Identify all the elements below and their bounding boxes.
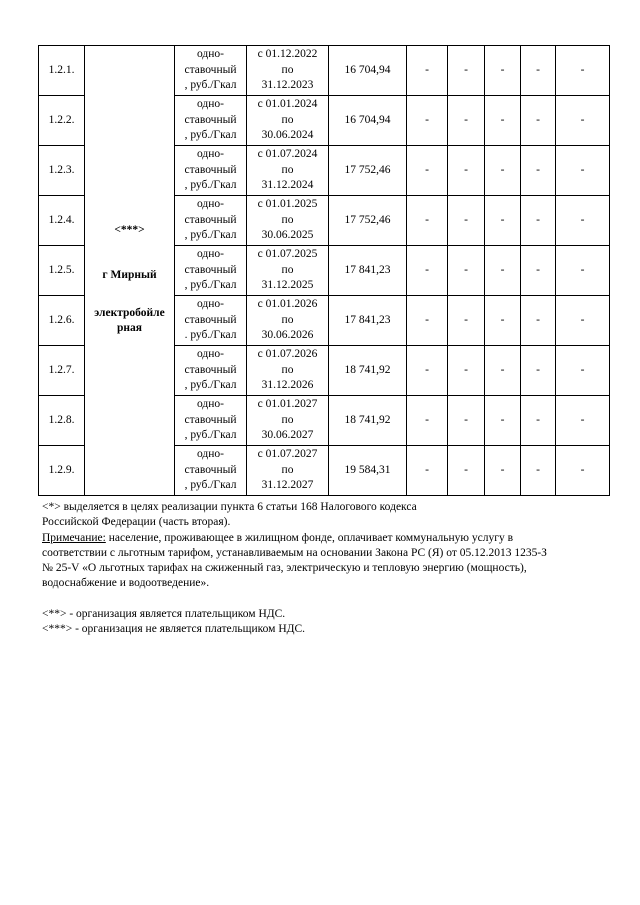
- period-line: по: [281, 363, 294, 376]
- vat-nonpayer-note: <***> - организация не является плательщиком НДС.: [42, 623, 306, 636]
- tariff-table-body: [39, 46, 610, 496]
- tariff-type-cell: [175, 46, 247, 96]
- tariff-type-cell: [175, 446, 247, 496]
- period-line: 31.12.2023: [261, 79, 314, 92]
- dash-cell: -: [521, 446, 556, 496]
- row-number: 1.2.1.: [39, 46, 85, 96]
- dash-cell: -: [407, 346, 448, 396]
- period-line: с 01.01.2024: [257, 98, 318, 111]
- dash-cell: -: [556, 396, 610, 446]
- dash-cell: -: [521, 46, 556, 96]
- dash-cell: -: [521, 396, 556, 446]
- tariff-type-line: одно-: [196, 298, 224, 311]
- dash-cell: -: [407, 446, 448, 496]
- period-line: 30.06.2027: [261, 429, 314, 442]
- period-line: с 01.01.2025: [257, 198, 318, 211]
- tariff-type-line: , руб./Гкал: [184, 79, 237, 92]
- tariff-type-cell: [175, 246, 247, 296]
- organization-cell: [85, 46, 175, 496]
- dash-cell: -: [556, 346, 610, 396]
- tariff-type-line: одно-: [196, 148, 224, 161]
- tariff-type-line: ставочный: [184, 213, 237, 226]
- tariff-type-line: , руб./Гкал: [184, 179, 237, 192]
- price-cell: 16 704,94: [329, 96, 407, 146]
- dash-cell: -: [485, 196, 521, 246]
- row-number: 1.2.8.: [39, 396, 85, 446]
- dash-cell: -: [556, 246, 610, 296]
- dash-cell: -: [521, 296, 556, 346]
- dash-cell: -: [448, 196, 485, 246]
- period-line: по: [281, 413, 294, 426]
- dash-cell: -: [556, 96, 610, 146]
- remark: [42, 531, 612, 546]
- dash-cell: -: [407, 96, 448, 146]
- table-row: [39, 46, 610, 96]
- tariff-type-line: ставочный: [184, 363, 237, 376]
- period-cell: [247, 246, 329, 296]
- dash-cell: -: [485, 396, 521, 446]
- period-line: по: [281, 213, 294, 226]
- period-line: с 01.12.2022: [257, 48, 318, 61]
- footnote-line: <*> выделяется в целях реализации пункта 6 статьи 168 Налогового кодекса: [42, 501, 417, 513]
- row-number: 1.2.6.: [39, 296, 85, 346]
- period-line: по: [281, 313, 294, 326]
- dash-cell: -: [407, 396, 448, 446]
- tariff-type-cell: [175, 346, 247, 396]
- tariff-type-line: , руб./Гкал: [184, 129, 237, 142]
- dash-cell: -: [521, 196, 556, 246]
- dash-cell: -: [556, 46, 610, 96]
- tariff-type-line: ставочный: [184, 113, 237, 126]
- tariff-type-line: , руб./Гкал: [184, 479, 237, 492]
- tariff-type-line: . руб./Гкал: [184, 329, 237, 342]
- tariff-type-cell: [175, 196, 247, 246]
- period-line: 31.12.2025: [261, 279, 314, 292]
- footnote-line: Российской Федерации (часть вторая).: [42, 516, 231, 529]
- period-cell: [247, 446, 329, 496]
- dash-cell: -: [521, 346, 556, 396]
- row-number: 1.2.9.: [39, 446, 85, 496]
- dash-cell: -: [485, 146, 521, 196]
- remark-text: водоснабжение и водоотведение».: [42, 577, 210, 590]
- tariff-type-line: одно-: [196, 198, 224, 211]
- row-number: 1.2.4.: [39, 196, 85, 246]
- period-line: по: [281, 113, 294, 126]
- period-line: с 01.01.2026: [257, 298, 318, 311]
- tariff-type-line: ставочный: [184, 313, 237, 326]
- price-cell: 17 752,46: [329, 146, 407, 196]
- tariff-type-cell: [175, 96, 247, 146]
- price-cell: 16 704,94: [329, 46, 407, 96]
- dash-cell: -: [556, 196, 610, 246]
- dash-cell: -: [485, 96, 521, 146]
- tariff-type-line: ставочный: [184, 263, 237, 276]
- period-line: с 01.07.2025: [257, 248, 318, 261]
- dash-cell: -: [448, 146, 485, 196]
- period-line: 30.06.2025: [261, 229, 314, 242]
- period-cell: [247, 96, 329, 146]
- dash-cell: -: [521, 246, 556, 296]
- dash-cell: -: [448, 346, 485, 396]
- dash-cell: -: [407, 296, 448, 346]
- tariff-type-line: ставочный: [184, 163, 237, 176]
- tariff-type-line: ставочный: [184, 463, 237, 476]
- dash-cell: -: [556, 446, 610, 496]
- remark-text: № 25-V «О льготных тарифах на сжиженный газ, электрическую и тепловую энергию (мощность),: [42, 562, 527, 575]
- period-line: 31.12.2026: [261, 379, 314, 392]
- period-cell: [247, 296, 329, 346]
- dash-cell: -: [448, 396, 485, 446]
- dash-cell: -: [521, 96, 556, 146]
- dash-cell: -: [521, 146, 556, 196]
- dash-cell: -: [485, 346, 521, 396]
- remark-text: население, проживающее в жилищном фонде, оплачивает коммунальную услугу в: [105, 531, 514, 544]
- dash-cell: -: [448, 46, 485, 96]
- price-cell: 17 752,46: [329, 196, 407, 246]
- period-line: 31.12.2024: [261, 179, 314, 192]
- row-number: 1.2.3.: [39, 146, 85, 196]
- organization-mark: <***>: [114, 223, 145, 236]
- tariff-type-cell: [175, 146, 247, 196]
- tariff-type-line: одно-: [196, 398, 224, 411]
- tariff-type-line: , руб./Гкал: [184, 429, 237, 442]
- tariff-type-line: одно-: [196, 248, 224, 261]
- price-cell: 18 741,92: [329, 396, 407, 446]
- organization-name: электробойле: [94, 306, 165, 319]
- price-cell: 18 741,92: [329, 346, 407, 396]
- dash-cell: -: [448, 446, 485, 496]
- dash-cell: -: [485, 46, 521, 96]
- period-line: по: [281, 463, 294, 476]
- dash-cell: -: [407, 196, 448, 246]
- tariff-type-line: , руб./Гкал: [184, 279, 237, 292]
- tariff-type-line: , руб./Гкал: [184, 379, 237, 392]
- period-line: с 01.07.2027: [257, 448, 318, 461]
- period-line: 30.06.2024: [261, 129, 314, 142]
- period-cell: [247, 146, 329, 196]
- period-line: по: [281, 63, 294, 76]
- tariff-type-line: одно-: [196, 348, 224, 361]
- dash-cell: -: [407, 246, 448, 296]
- dash-cell: -: [485, 296, 521, 346]
- notes-section: [42, 500, 612, 637]
- tariff-type-line: ставочный: [184, 63, 237, 76]
- period-cell: [247, 196, 329, 246]
- period-line: по: [281, 263, 294, 276]
- period-cell: [247, 346, 329, 396]
- dash-cell: -: [556, 296, 610, 346]
- price-cell: 19 584,31: [329, 446, 407, 496]
- period-cell: [247, 396, 329, 446]
- tariff-type-line: одно-: [196, 448, 224, 461]
- tariff-type-line: ставочный: [184, 413, 237, 426]
- tariff-type-line: одно-: [196, 48, 224, 61]
- tariff-type-cell: [175, 396, 247, 446]
- dash-cell: -: [448, 296, 485, 346]
- period-line: с 01.07.2024: [257, 148, 318, 161]
- dash-cell: -: [407, 146, 448, 196]
- vat-payer-note: <**> - организация является плательщиком НДС.: [42, 607, 286, 620]
- period-line: с 01.01.2027: [257, 398, 318, 411]
- dash-cell: -: [556, 146, 610, 196]
- organization-name: рная: [117, 322, 142, 334]
- period-line: 31.12.2027: [261, 479, 314, 492]
- dash-cell: -: [485, 446, 521, 496]
- organization-city: г Мирный: [102, 269, 157, 281]
- tariff-type-line: , руб./Гкал: [184, 229, 237, 242]
- tariff-table: [38, 45, 610, 496]
- remark-text: соответствии с льготным тарифом, устанавливаемым на основании Закона РС (Я) от 05.12.2013 1235-З: [42, 546, 547, 559]
- price-cell: 17 841,23: [329, 246, 407, 296]
- tariff-type-line: одно-: [196, 98, 224, 111]
- dash-cell: -: [485, 246, 521, 296]
- price-cell: 17 841,23: [329, 296, 407, 346]
- period-line: с 01.07.2026: [257, 348, 318, 361]
- row-number: 1.2.2.: [39, 96, 85, 146]
- row-number: 1.2.7.: [39, 346, 85, 396]
- row-number: 1.2.5.: [39, 246, 85, 296]
- period-line: по: [281, 163, 294, 176]
- period-line: 30.06.2026: [261, 329, 314, 342]
- dash-cell: -: [448, 96, 485, 146]
- remark-label: Примечание:: [42, 531, 106, 544]
- dash-cell: -: [407, 46, 448, 96]
- period-cell: [247, 46, 329, 96]
- dash-cell: -: [448, 246, 485, 296]
- tariff-type-cell: [175, 296, 247, 346]
